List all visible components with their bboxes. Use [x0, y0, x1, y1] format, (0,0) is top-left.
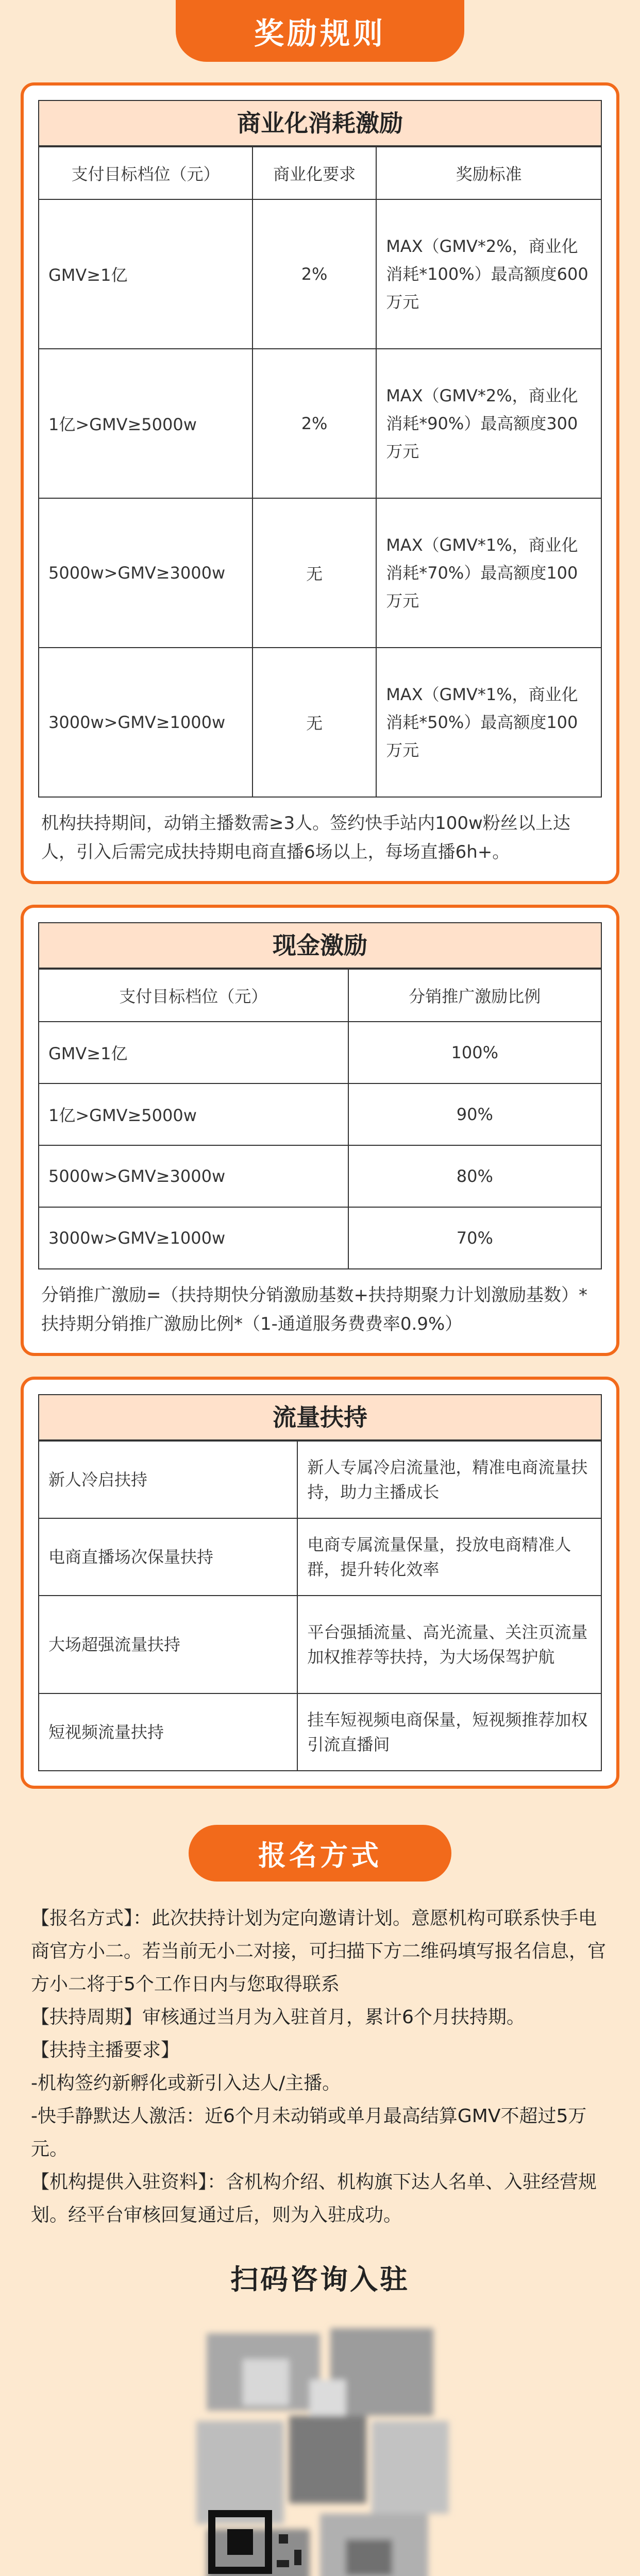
ratio-cell: 100% — [348, 1022, 601, 1083]
table-row — [39, 1693, 601, 1771]
support-name-cell: 电商直播场次保量扶持 — [39, 1518, 297, 1596]
signup-text — [0, 1882, 640, 2232]
table-row — [39, 1596, 601, 1693]
table-row — [39, 648, 601, 797]
table-header: 支付目标档位（元） — [39, 147, 252, 199]
reward-cell: MAX（GMV*1%，商业化消耗*50%）最高额度100万元 — [376, 648, 601, 797]
support-name-cell: 大场超强流量扶持 — [39, 1596, 297, 1693]
qr-code-blurred-icon — [176, 2318, 464, 2576]
table-header: 奖励标准 — [376, 147, 601, 199]
reward-cell: MAX（GMV*2%，商业化消耗*90%）最高额度300万元 — [376, 349, 601, 498]
table-row — [39, 498, 601, 648]
ratio-cell: 80% — [348, 1145, 601, 1207]
ratio-cell: 90% — [348, 1083, 601, 1145]
signup-method-title: 报名方式 — [189, 1825, 451, 1882]
support-desc-cell: 新人专属冷启流量池，精准电商流量扶持，助力主播成长 — [297, 1441, 601, 1518]
requirement-cell: 2% — [252, 349, 376, 498]
table-row — [39, 1145, 601, 1207]
support-name-cell: 新人冷启扶持 — [39, 1441, 297, 1518]
ratio-cell: 70% — [348, 1207, 601, 1269]
signup-paragraph: -机构签约新孵化或新引入达人/主播。 — [31, 2073, 341, 2094]
table-header: 分销推广激励比例 — [348, 969, 601, 1022]
signup-paragraph: -快手静默达人激活：近6个月未动销或单月最高结算GMV不超过5万元。 — [31, 2106, 587, 2160]
qr-code-image[interactable] — [176, 2318, 464, 2576]
table-row — [39, 199, 601, 349]
support-name-cell: 短视频流量扶持 — [39, 1693, 297, 1771]
requirement-cell: 无 — [252, 498, 376, 648]
cash-incentive-table — [38, 969, 602, 1269]
traffic-support-card — [21, 1377, 619, 1789]
reward-cell: MAX（GMV*1%，商业化消耗*70%）最高额度100万元 — [376, 498, 601, 648]
commercial-incentive-table — [38, 146, 602, 798]
table-header-row — [39, 969, 601, 1022]
commercial-incentive-card — [21, 82, 619, 884]
requirement-cell: 2% — [252, 199, 376, 349]
table-header-row — [39, 147, 601, 199]
tier-cell: 3000w>GMV≥1000w — [39, 1207, 348, 1269]
qr-title: 扫码咨询入驻 — [230, 2263, 410, 2296]
tier-cell: 3000w>GMV≥1000w — [39, 648, 252, 797]
table-row — [39, 349, 601, 498]
tier-cell: GMV≥1亿 — [39, 1022, 348, 1083]
table-header: 商业化要求 — [252, 147, 376, 199]
support-desc-cell: 挂车短视频电商保量，短视频推荐加权引流直播间 — [297, 1693, 601, 1771]
traffic-support-title: 流量扶持 — [38, 1394, 602, 1440]
signup-paragraph: 【机构提供入驻资料】：含机构介绍、机构旗下达人名单、入驻经营规划。经平台审核回复通过后，则为入驻成功。 — [31, 2172, 597, 2226]
tier-cell: 1亿>GMV≥5000w — [39, 349, 252, 498]
traffic-support-table — [38, 1440, 602, 1771]
tier-cell: 5000w>GMV≥3000w — [39, 498, 252, 648]
cash-incentive-title: 现金激励 — [38, 922, 602, 969]
support-desc-cell: 电商专属流量保量，投放电商精准人群，提升转化效率 — [297, 1518, 601, 1596]
table-row — [39, 1518, 601, 1596]
reward-cell: MAX（GMV*2%，商业化消耗*100%）最高额度600万元 — [376, 199, 601, 349]
signup-paragraph: 【报名方式】：此次扶持计划为定向邀请计划。意愿机构可联系快手电商官方小二。若当前无小二对接，可扫描下方二维码填写报名信息，官方小二将于5个工作日内与您取得联系 — [31, 1908, 607, 1995]
tier-cell: 1亿>GMV≥5000w — [39, 1083, 348, 1145]
tier-cell: GMV≥1亿 — [39, 199, 252, 349]
support-desc-cell: 平台强插流量、高光流量、关注页流量加权推荐等扶持，为大场保驾护航 — [297, 1596, 601, 1693]
tier-cell: 5000w>GMV≥3000w — [39, 1145, 348, 1207]
table-header: 支付目标档位（元） — [39, 969, 348, 1022]
signup-paragraph: 【扶持周期】审核通过当月为入驻首月，累计6个月扶持期。 — [31, 2007, 525, 2028]
table-row — [39, 1022, 601, 1083]
signup-paragraph: 【扶持主播要求】 — [31, 2040, 180, 2061]
cash-note: 分销推广激励=（扶持期快分销激励基数+扶持期聚力计划激励基数）*扶持期分销推广激励比例*（1-通道服务费费率0.9%） — [41, 1285, 587, 1334]
table-row — [39, 1207, 601, 1269]
requirement-cell: 无 — [252, 648, 376, 797]
table-row — [39, 1441, 601, 1518]
cash-incentive-card — [21, 905, 619, 1356]
commercial-incentive-title: 商业化消耗激励 — [38, 100, 602, 146]
commercial-note: 机构扶持期间，动销主播数需≥3人。签约快手站内100w粉丝以上达人，引入后需完成扶持期电商直播6场以上，每场直播6h+。 — [41, 813, 570, 862]
table-row — [39, 1083, 601, 1145]
reward-rules-title: 奖励规则 — [176, 0, 464, 62]
